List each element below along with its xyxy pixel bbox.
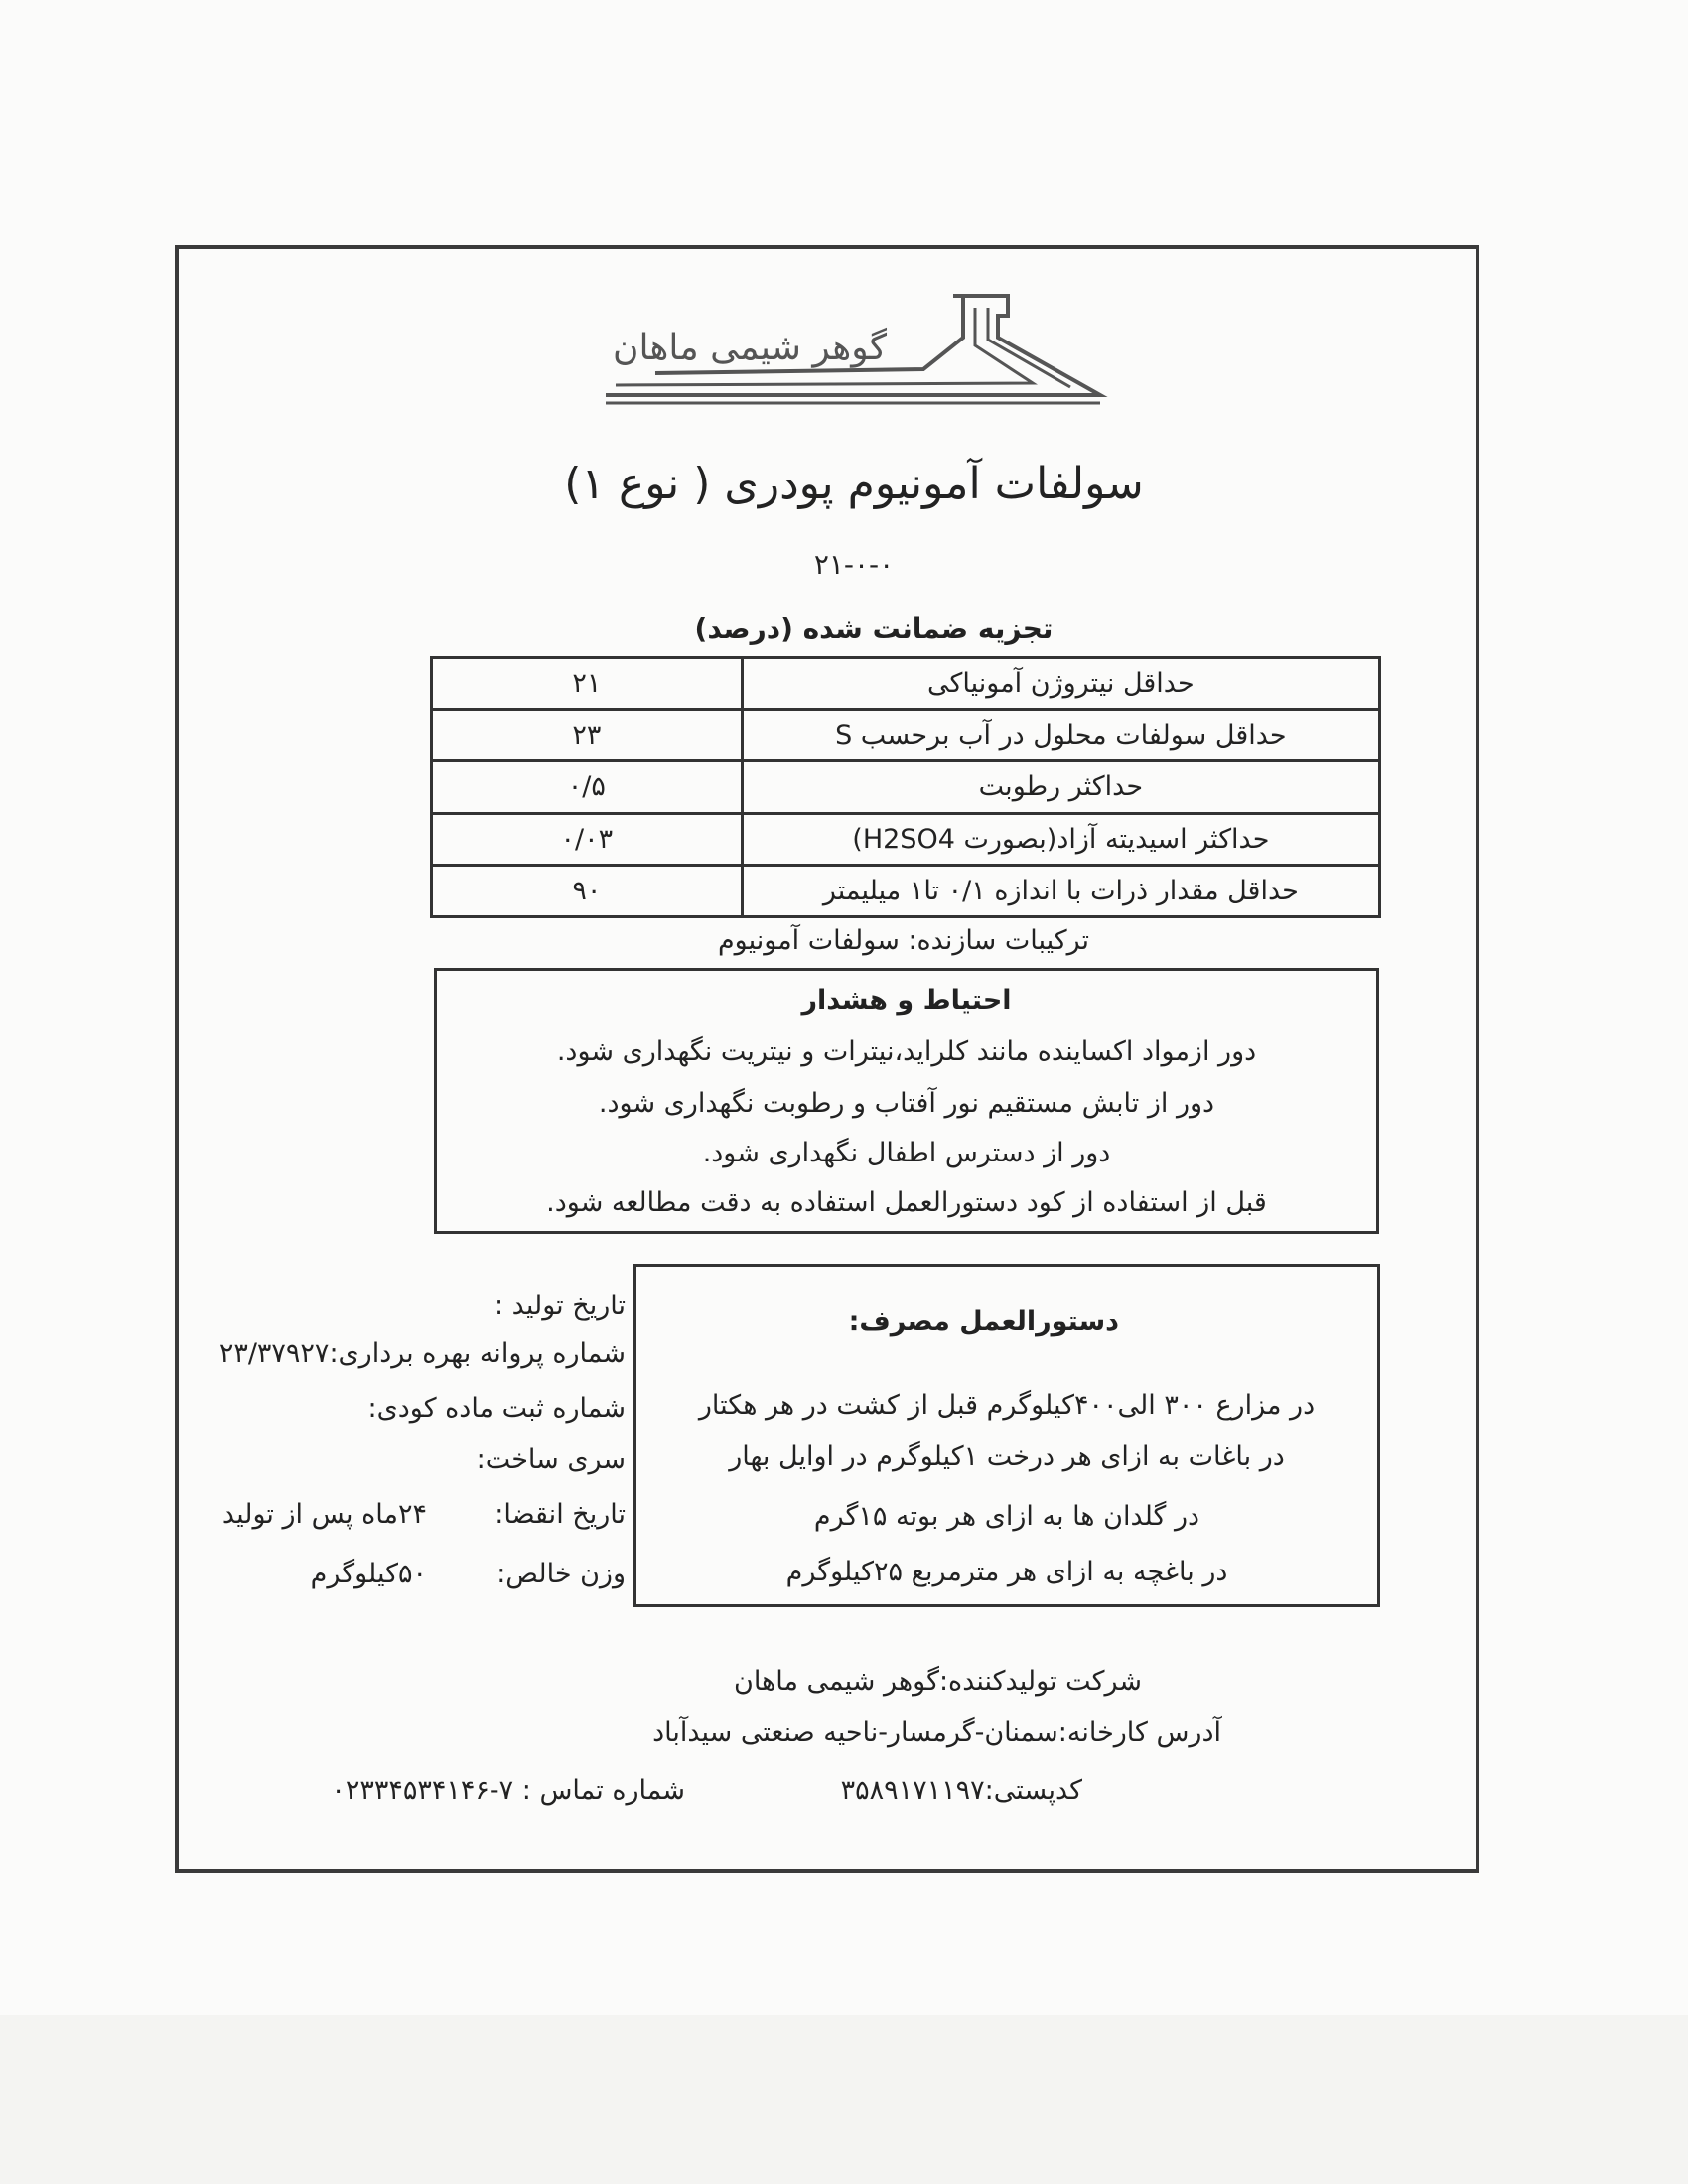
analysis-label: حداکثر اسیدیته آزاد(بصورت H2SO4) [742, 813, 1379, 865]
address-text: آدرس کارخانه:سمنان-گرمسار-ناحیه صنعتی سیدآباد [652, 1717, 1221, 1748]
usage-line: در مزارع ۳۰۰ الی۴۰۰کیلوگرم قبل از کشت در هر هکتار [698, 1390, 1316, 1421]
warnings-box [434, 968, 1379, 1234]
expiry-value: ۲۴ماه پس از تولید [221, 1499, 427, 1530]
analysis-value: ۰/۰۳ [432, 813, 743, 865]
usage-line: در گلدان ها به ازای هر بوته ۱۵گرم [813, 1501, 1200, 1532]
warning-line: دور ازمواد اکساینده مانند کلراید،نیترات و نیتریت نگهداری شود. [556, 1036, 1257, 1067]
manufacturer-text: شرکت تولیدکننده:گوهر شیمی ماهان [733, 1666, 1142, 1697]
registration-label: شماره ثبت ماده کودی: [367, 1393, 626, 1424]
table-row [432, 865, 1380, 916]
table-row [432, 710, 1380, 761]
analysis-label: حداقل مقدار ذرات با اندازه ۰/۱ تا۱ میلیمتر [742, 865, 1379, 916]
brand-name: گوهر شیمی ماهان [613, 328, 887, 368]
license-number: شماره پروانه بهره برداری:۲۳/۳۷۹۲۷ [218, 1338, 626, 1369]
analysis-label: حداقل سولفات محلول در آب برحسب S [742, 710, 1379, 761]
analysis-value: ۲۱ [432, 658, 743, 710]
composition-text: ترکیبات سازنده: سولفات آمونیوم [717, 925, 1090, 956]
brand-logo [596, 288, 1112, 417]
phone-number: شماره تماس : ۷-۰۲۳۳۴۵۳۴۱۴۶ [331, 1775, 685, 1806]
net-weight-label: وزن خالص: [496, 1559, 626, 1589]
table-row [432, 658, 1380, 710]
warning-line: دور از دسترس اطفال نگهداری شود. [702, 1138, 1111, 1168]
analysis-value: ۲۳ [432, 710, 743, 761]
analysis-value: ۰/۵ [432, 761, 743, 813]
table-row [432, 761, 1380, 813]
production-date-label: تاریخ تولید : [494, 1291, 626, 1321]
usage-line: در باغچه به ازای هر مترمربع ۲۵کیلوگرم [785, 1557, 1228, 1587]
analysis-label: حداقل نیتروژن آمونیاکی [742, 658, 1379, 710]
usage-title: دستورالعمل مصرف: [848, 1306, 1119, 1337]
analysis-value: ۹۰ [432, 865, 743, 916]
warning-line: قبل از استفاده از کود دستورالعمل استفاده به دقت مطالعه شود. [546, 1187, 1267, 1218]
product-title: سولفات آمونیوم پودری ( نوع ۱) [564, 459, 1144, 509]
warnings-title: احتیاط و هشدار [801, 985, 1012, 1016]
warning-line: دور از تابش مستقیم نور آفتاب و رطوبت نگهداری شود. [598, 1088, 1215, 1119]
expiry-label: تاریخ انقضا: [494, 1499, 626, 1530]
net-weight-value: ۵۰کیلوگرم [310, 1559, 427, 1589]
batch-label: سری ساخت: [476, 1444, 626, 1475]
analysis-heading: تجزیه ضمانت شده (درصد) [694, 613, 1054, 645]
postal-code: کدپستی:۳۵۸۹۱۷۱۱۹۷ [840, 1775, 1082, 1806]
analysis-label: حداکثر رطوبت [742, 761, 1379, 813]
analysis-table [430, 656, 1381, 918]
npk-grade: ۲۱-۰-۰ [813, 548, 895, 581]
table-row [432, 813, 1380, 865]
usage-box [633, 1264, 1380, 1607]
usage-line: در باغات به ازای هر درخت ۱کیلوگرم در اوایل بهار [729, 1441, 1285, 1472]
